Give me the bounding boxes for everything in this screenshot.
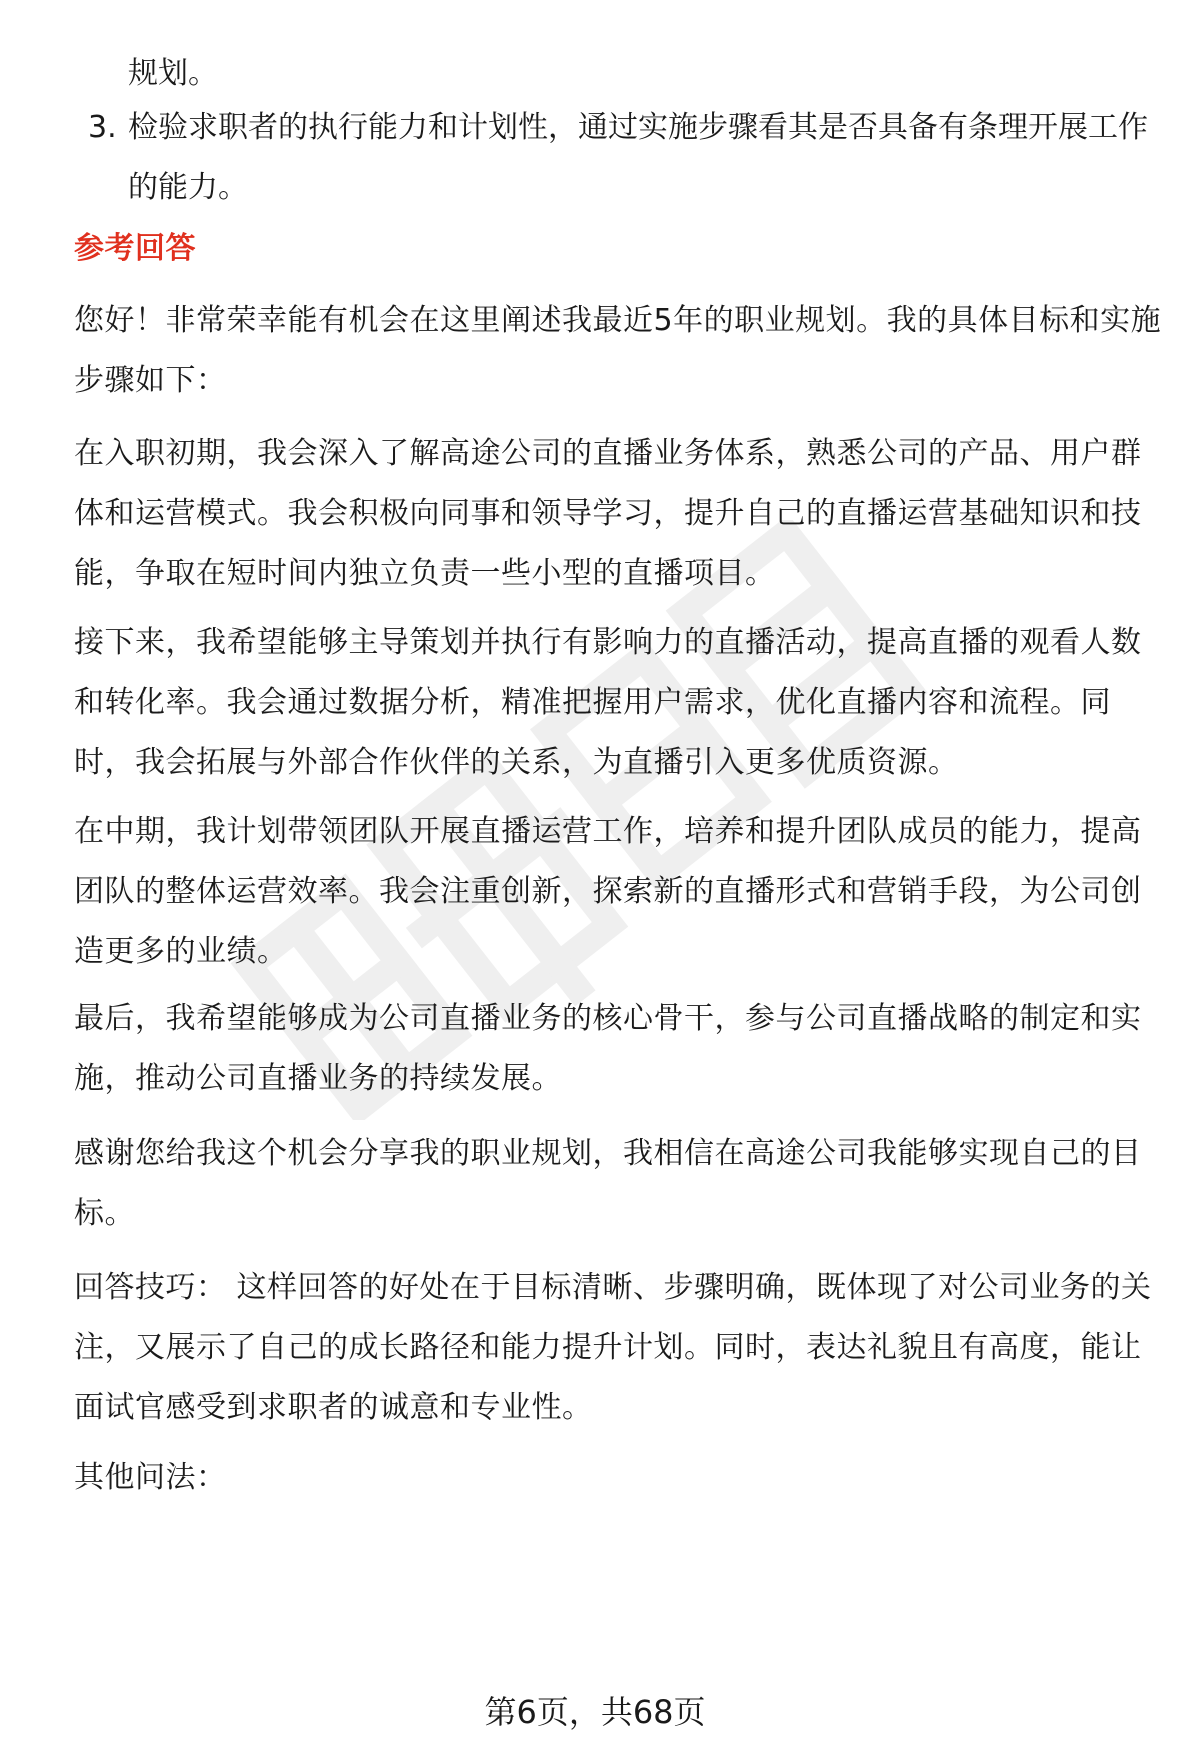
- answer-paragraph-3: 在中期，我计划带领团队开展直播运营工作，培养和提升团队成员的能力，提高团队的整体运营效率。我会注重创新，探索新的直播形式和营销手段，为公司创造更多的业绩。: [74, 814, 1142, 969]
- list-number: 3.: [88, 110, 117, 145]
- answer-paragraph-2: 接下来，我希望能够主导策划并执行有影响力的直播活动，提高直播的观看人数和转化率。我会通过数据分析，精准把握用户需求，优化直播内容和流程。同时，我会拓展与外部合作伙伴的关系，为直播引入更多优质资源。: [74, 625, 1142, 780]
- answer-thanks-paragraph: 感谢您给我这个机会分享我的职业规划，我相信在高途公司我能够实现自己的目标。: [74, 1136, 1142, 1231]
- list-item-2-continuation: 规划。: [128, 56, 218, 91]
- answer-paragraph-4: 最后，我希望能够成为公司直播业务的核心骨干，参与公司直播战略的制定和实施，推动公司直播业务的持续发展。: [74, 1001, 1142, 1096]
- other-questions-label: 其他问法：: [74, 1460, 227, 1495]
- answer-tips-paragraph: 回答技巧： 这样回答的好处在于目标清晰、步骤明确，既体现了对公司业务的关注，又展示了自己的成长路径和能力提升计划。同时，表达礼貌且有高度，能让面试官感受到求职者的诚意和专业性。: [74, 1270, 1152, 1425]
- page-number-footer: 第6页，共68页: [484, 1693, 706, 1731]
- answer-paragraph-1: 在入职初期，我会深入了解高途公司的直播业务体系，熟悉公司的产品、用户群体和运营模式。我会积极向同事和领导学习，提升自己的直播运营基础知识和技能，争取在短时间内独立负责一些小型的直播项目。: [74, 436, 1142, 591]
- list-item-text: 检验求职者的执行能力和计划性，通过实施步骤看其是否具备有条理开展工作的能力。: [128, 110, 1148, 205]
- answer-intro-paragraph: 您好！非常荣幸能有机会在这里阐述我最近5年的职业规划。我的具体目标和实施步骤如下：: [74, 303, 1162, 398]
- list-item-3: [88, 98, 1164, 218]
- section-title-reference-answer: 参考回答: [74, 231, 196, 266]
